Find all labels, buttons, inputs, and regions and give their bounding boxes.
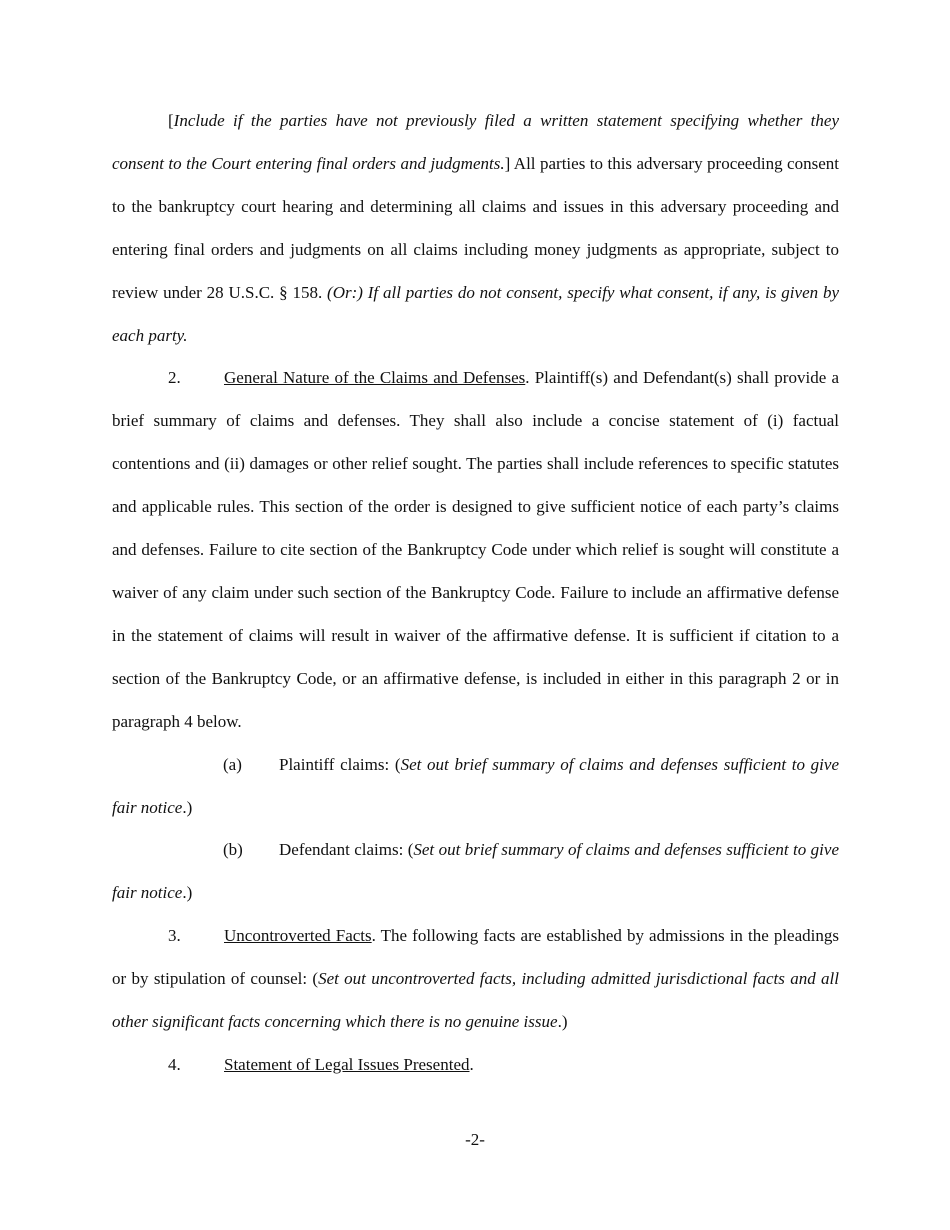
section-3-heading-period: . — [371, 926, 376, 946]
item-a-paragraph — [112, 744, 839, 830]
section-3-close: .) — [557, 1012, 568, 1032]
item-b-close: .) — [182, 883, 193, 903]
document-body — [112, 100, 839, 1087]
section-4-heading: Statement of Legal Issues Presented — [224, 1054, 470, 1074]
item-b-paragraph — [112, 829, 839, 915]
section-2-paragraph — [112, 357, 839, 743]
section-2-heading-period: . — [525, 368, 530, 388]
section-3-heading: Uncontroverted Facts — [224, 926, 372, 946]
item-a-letter: (a) — [223, 754, 242, 774]
section-3-paragraph — [112, 915, 839, 1044]
item-a-instruction: Set out brief summary of claims and defenses sufficient to give fair notice — [112, 754, 839, 817]
item-b-letter: (b) — [223, 840, 243, 860]
item-a-label: Plaintiff claims: ( — [279, 754, 401, 774]
section-2-number: 2. — [168, 368, 181, 388]
section-4-heading-period: . — [469, 1054, 474, 1074]
item-b-label: Defendant claims: ( — [279, 840, 414, 860]
consent-alternative: (Or:) If all parties do not consent, specify what consent, if any, is given by each party. — [112, 282, 840, 345]
section-3-number: 3. — [168, 926, 181, 946]
consent-instruction: Include if the parties have not previously filed a written statement specifying whether they consent to the Court entering final orders and judgments. — [112, 111, 839, 173]
bracket-close: ] — [504, 153, 511, 173]
section-3-instruction: Set out uncontroverted facts, including admitted jurisdictional facts and all other significant facts concerning which there is no genuine issue — [112, 969, 839, 1032]
page-number: -2- — [465, 1130, 485, 1149]
consent-body: All parties to this adversary proceeding consent to the bankruptcy court hearing and determining all claims and issues in this adversary proceeding and entering final orders and judgments on all claims including money judgments as appropriate, subject to review under 28 U.S.C. § 158. — [112, 153, 839, 302]
section-2-heading: General Nature of the Claims and Defenses — [224, 368, 526, 388]
section-4-number: 4. — [168, 1054, 181, 1074]
item-a-close: .) — [182, 797, 193, 817]
item-b-instruction: Set out brief summary of claims and defenses sufficient to give fair notice — [112, 840, 839, 903]
section-2-body: Plaintiff(s) and Defendant(s) shall provide a brief summary of claims and defenses. They shall also include a concise statement of (i) factual contentions and (ii) damages or other relief sought. The parties shall include references to specific statutes and applicable rules. This section of the order is designed to give sufficient notice of each party’s claims and defenses. Failure to cite section of the Bankruptcy Code under which relief is sought will constitute a waiver of any claim under such section of the Bankruptcy Code. Failure to include an affirmative defense in the statement of claims will result in waiver of the affirmative defense. It is sufficient if citation to a section of the Bankruptcy Code, or an affirmative defense, is included in either in this paragraph 2 or in paragraph 4 below. — [112, 368, 839, 731]
section-4-paragraph — [112, 1044, 839, 1087]
consent-paragraph — [112, 100, 839, 357]
bracket-open: [ — [168, 111, 174, 130]
section-3-body: The following facts are established by admissions in the pleadings or by stipulation of counsel: ( — [112, 926, 839, 989]
